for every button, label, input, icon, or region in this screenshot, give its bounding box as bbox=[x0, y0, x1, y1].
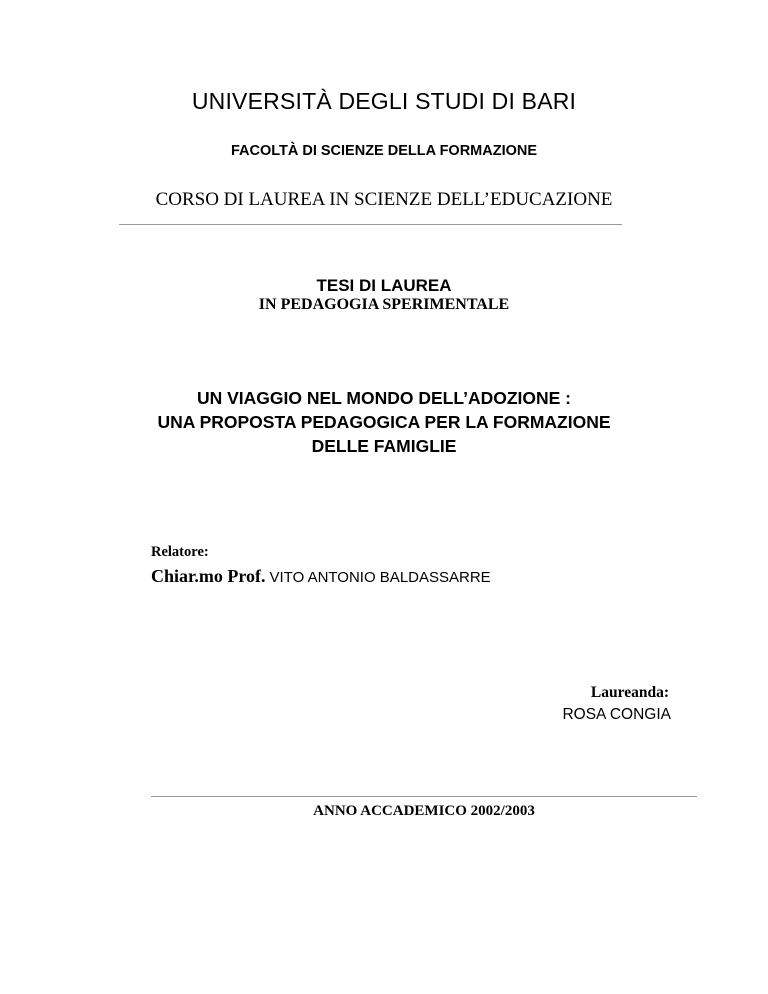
course-name: CORSO DI LAUREA IN SCIENZE DELL’EDUCAZIONE bbox=[155, 189, 613, 210]
supervisor-line bbox=[151, 566, 491, 587]
supervisor-title: Chiar.mo Prof. bbox=[151, 566, 266, 586]
thesis-title-line: DELLE FAMIGLIE bbox=[311, 436, 457, 456]
supervisor-label: Relatore: bbox=[151, 544, 209, 560]
thesis-title bbox=[0, 386, 768, 458]
thesis-subject: IN PEDAGOGIA SPERIMENTALE bbox=[258, 296, 510, 313]
university-name: UNIVERSITÀ DEGLI STUDI DI BARI bbox=[191, 88, 577, 114]
academic-year: ANNO ACCADEMICO 2002/2003 bbox=[313, 803, 535, 819]
footer-divider bbox=[151, 796, 697, 797]
faculty-name: FACOLTÀ DI SCIENZE DELLA FORMAZIONE bbox=[230, 143, 538, 159]
thesis-title-line: UNA PROPOSTA PEDAGOGICA PER LA FORMAZIONE bbox=[157, 412, 611, 432]
thesis-title-line: UN VIAGGIO NEL MONDO DELL’ADOZIONE : bbox=[197, 388, 571, 408]
candidate-label: Laureanda: bbox=[590, 684, 669, 701]
header-divider bbox=[119, 224, 622, 225]
supervisor-name: VITO ANTONIO BALDASSARRE bbox=[269, 569, 491, 586]
thesis-type: TESI DI LAUREA bbox=[316, 276, 452, 295]
candidate-name: ROSA CONGIA bbox=[562, 706, 671, 723]
